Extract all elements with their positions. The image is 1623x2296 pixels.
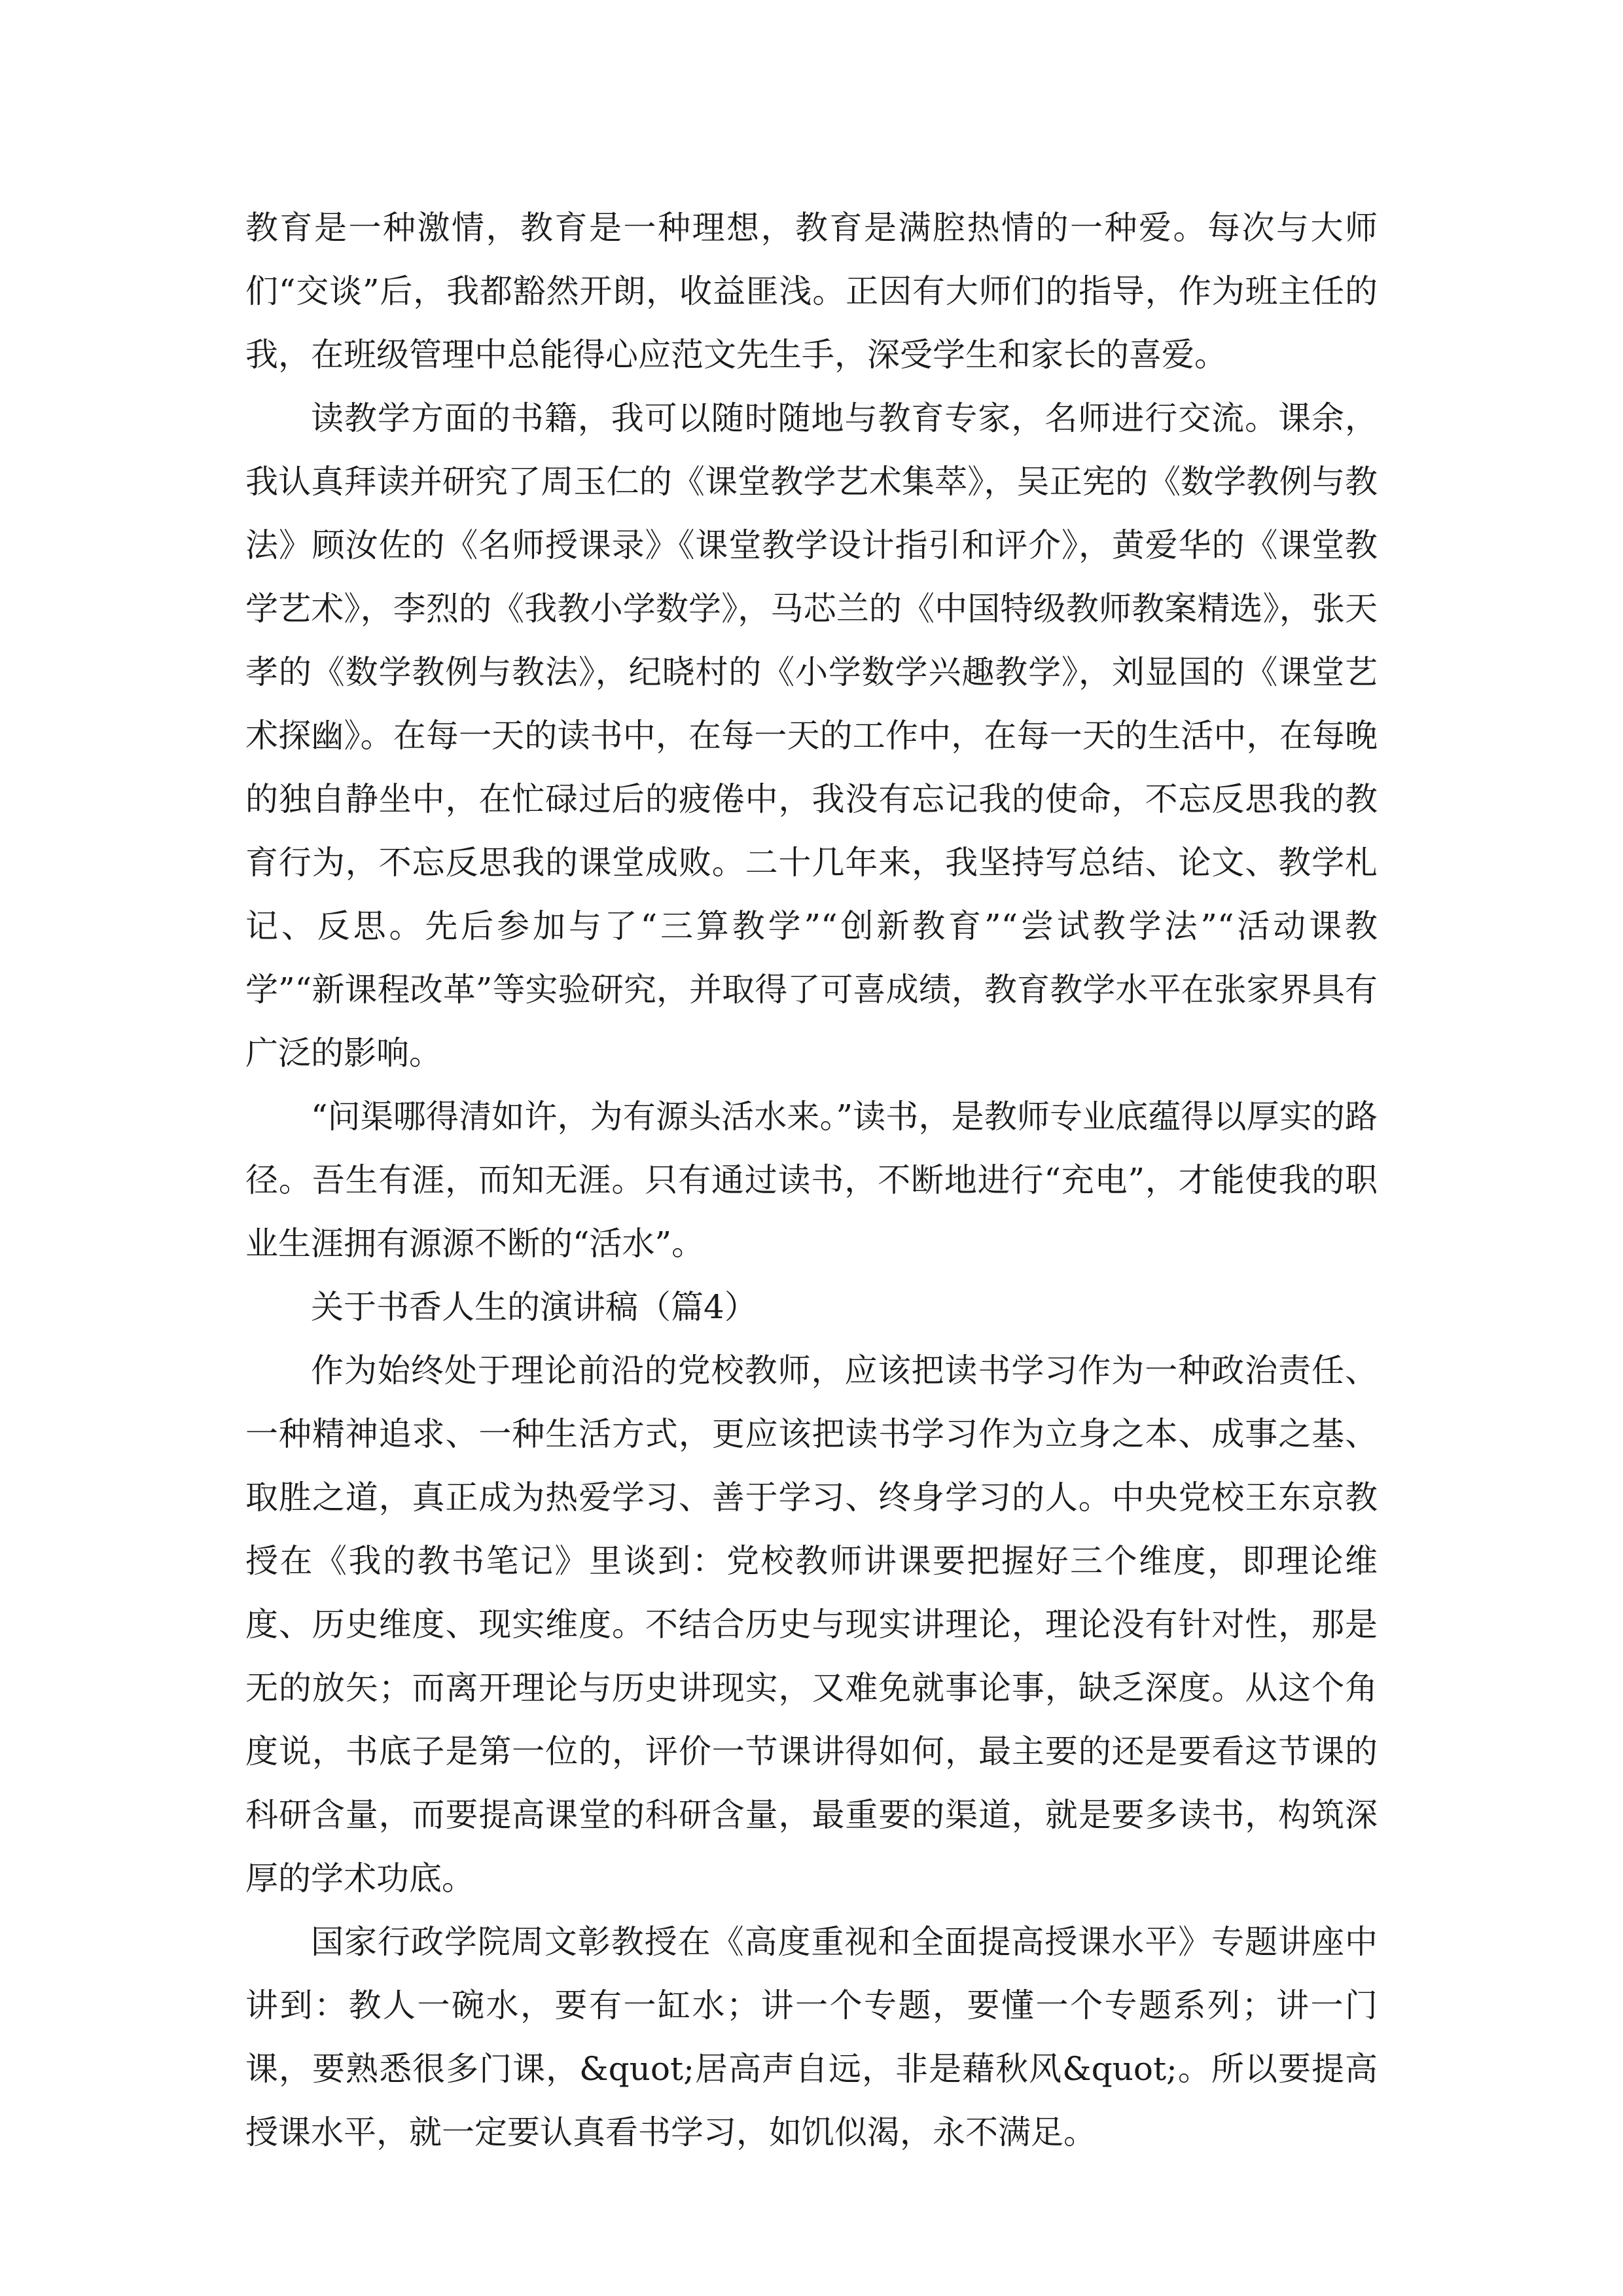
document-body [245, 196, 1378, 2164]
paragraph-4: 作为始终处于理论前沿的党校教师，应该把读书学习作为一种政治责任、一种精神追求、一种生活方式，更应该把读书学习作为立身之本、成事之基、取胜之道，真正成为热爱学习、善于学习、终身学习的人。中央党校王东京教授在《我的教书笔记》里谈到：党校教师讲课要把握好三个维度，即理论维度、历史维度、现实维度。不结合历史与现实讲理论，理论没有针对性，那是无的放矢；而离开理论与历史讲现实，又难免就事论事，缺乏深度。从这个角度说，书底子是第一位的，评价一节课讲得如何，最主要的还是要看这节课的科研含量，而要提高课堂的科研含量，最重要的渠道，就是要多读书，构筑深厚的学术功底。 [245, 1352, 1378, 1897]
section-heading: 关于书香人生的演讲稿（篇4） [311, 1288, 757, 1326]
paragraph-5: 国家行政学院周文彰教授在《高度重视和全面提高授课水平》专题讲座中讲到：教人一碗水，要有一缸水；讲一个专题，要懂一个专题系列；讲一门课，要熟悉很多门课，&quot;居高声自远，非是藉秋风&quot;。所以要提高授课水平，就一定要认真看书学习，如饥似渴，永不满足。 [245, 1923, 1378, 2151]
paragraph-3: “问渠哪得清如许，为有源头活水来。”读书，是教师专业底蕴得以厚实的路径。吾生有涯，而知无涯。只有通过读书，不断地进行“充电”，才能使我的职业生涯拥有源源不断的“活水”。 [245, 1098, 1378, 1263]
paragraph-2: 读教学方面的书籍，我可以随时随地与教育专家，名师进行交流。课余，我认真拜读并研究了周玉仁的《课堂教学艺术集萃》，吴正宪的《数学教例与教法》顾汝佐的《名师授课录》《课堂教学设计指引和评介》，黄爱华的《课堂教学艺术》，李烈的《我教小学数学》，马芯兰的《中国特级教师教案精选》，张天孝的《数学教例与教法》，纪晓村的《小学数学兴趣教学》，刘显国的《课堂艺术探幽》。在每一天的读书中，在每一天的工作中，在每一天的生活中，在每晚的独自静坐中，在忙碌过后的疲倦中，我没有忘记我的使命，不忘反思我的教育行为，不忘反思我的课堂成败。二十几年来，我坚持写总结、论文、教学札记、反思。先后参加与了“三算教学”“创新教育”“尝试教学法”“活动课教学”“新课程改革”等实验研究，并取得了可喜成绩，教育教学水平在张家界具有广泛的影响。 [245, 399, 1378, 1072]
paragraph-1: 教育是一种激情，教育是一种理想，教育是满腔热情的一种爱。每次与大师们“交谈”后，我都豁然开朗，收益匪浅。正因有大师们的指导，作为班主任的我，在班级管理中总能得心应范文先生手，深受学生和家长的喜爱。 [245, 209, 1378, 374]
